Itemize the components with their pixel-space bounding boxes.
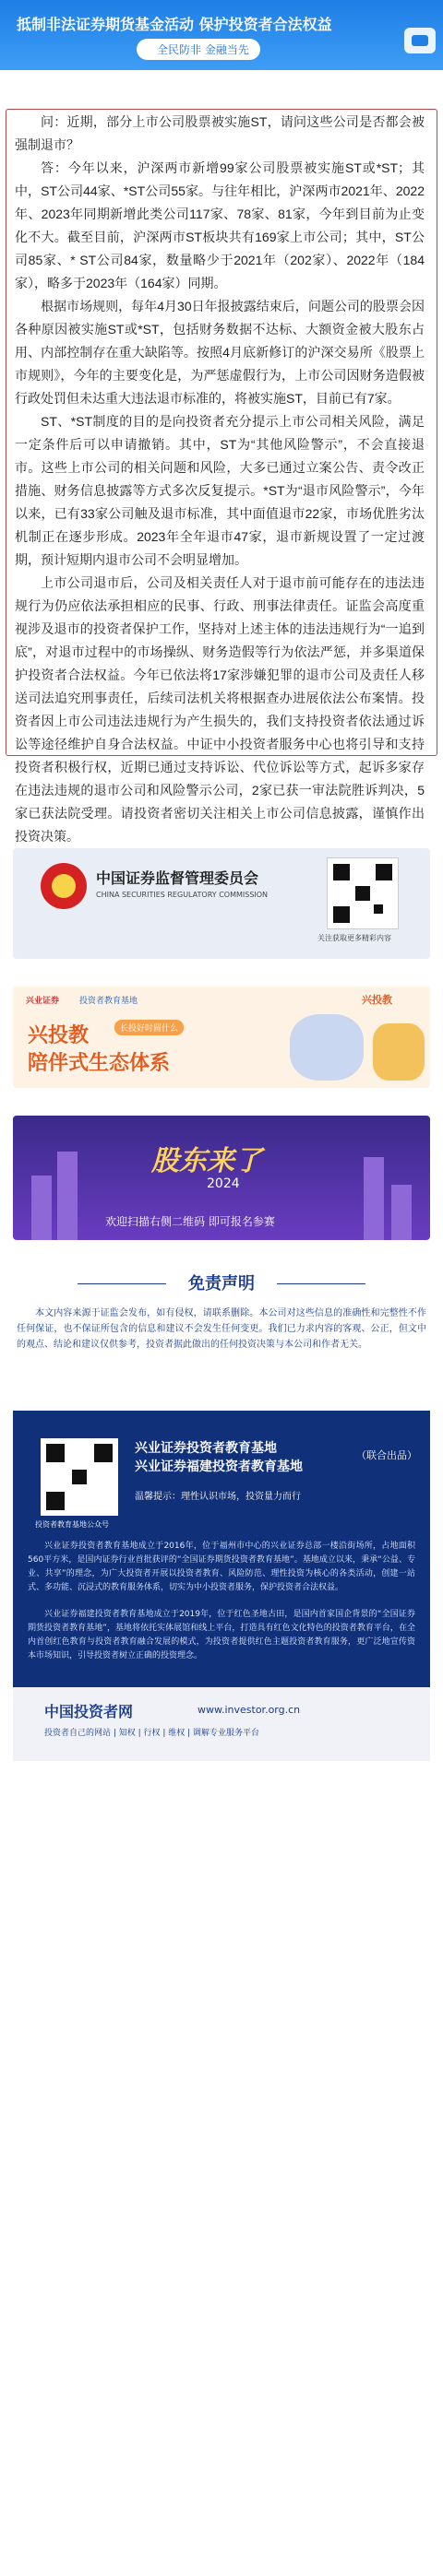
article-paragraph: 根据市场规则，每年4月30日年报披露结束后，问题公司的股票会因各种原因被实施ST或*ST，包括财务数据不达标、大额资金被大股东占用、内部控制存在重大缺陷等。按照4月底新修订的沪深交易所《股票上市规则》，今年的主要变化是，为严惩虚假行为，上市公司因财务造假被行政处罚但未达重大违法退市标准的，将被实施ST，目前已有7家。 [15, 299, 425, 406]
xingtou-brand: 兴投教 [362, 994, 392, 1006]
header-banner [0, 0, 443, 70]
books-icon [373, 1023, 425, 1081]
header-title: 抵制非法证券期货基金活动 保护投资者合法权益 [17, 16, 332, 33]
investor-site-footer[interactable] [13, 1687, 430, 1761]
event-year: 2024 [207, 1176, 240, 1191]
shield-icon [404, 28, 436, 53]
building-icon [57, 1152, 78, 1240]
csrc-name-en: CHINA SECURITIES REGULATORY COMMISSION [96, 891, 269, 899]
mascot-icon [290, 1014, 364, 1081]
edu-paragraph: 兴业证券投资者教育基地成立于2016年，位于福州市中心的兴业证券总部一楼沿街场所，占地面积560平方米，是国内证券行业首批获评的“全国证券期货投资者教育基地”。基地成立以来，秉承“公益、专业、共享”的理念，为广大投资者开展以投资者教育、风险防范、理性投资为核心的各类活动，创建一站式、多功能、沉浸式的教育服务体系，切实为中小投资者服务，保护投资者合法权益。 [28, 1542, 415, 1592]
csrc-emblem-icon [41, 863, 87, 909]
article-body [15, 111, 425, 848]
question-paragraph: 问：近期，部分上市公司股票被实施ST，请问这些公司是否都会被强制退市？ [15, 114, 425, 152]
disclaimer-body: 本文内容来源于证监会发布，如有侵权，请联系删除。本公司对这些信息的准确性和完整性不作任何保证，也不保证所包含的信息和建议不会发生任何变更。我们已力求内容的客观、公正，但文中的观点、结论和建议仅供参考，投资者据此做出的任何投资决策与本公司和作者无关。 [17, 1308, 426, 1350]
site-name: 中国投资者网 [44, 1703, 134, 1720]
answer-paragraph: 答：今年以来，沪深两市新增99家公司股票被实施ST或*ST；其中，ST公司44家、*ST公司55家。与往年相比，沪深两市2021年、2022年、2023年同期新增此类公司117家、78家、81家，今年到目前为止变化不大。截至目前，沪深两市ST板块共有169家上市公司；其中，ST公司85家、* ST公司84家，数量略少于2021年（202家）、2022年（184家），略多于2023年（164家）同期。 [15, 160, 425, 290]
qr-caption: 投资者教育基地公众号 [35, 1520, 109, 1529]
article-paragraph: ST、*ST制度的目的是向投资者充分提示上市公司相关风险，满足一定条件后可以申请撤销。其中，ST为“其他风险警示”，不会直接退市。这些上市公司的相关问题和风险，大多已通过立案公告、责令改正措施、财务信息披露等方式多次反复提示。*ST为“退市风险警示”，今年以来，已有33家公司触及退市标准，其中面值退市22家，市场优胜劣汰机制正在逐步形成。2023年全年退市47家，退市新规设置了一定过渡期，预计短期内退市公司不会明显增加。 [15, 414, 425, 567]
header-subtitle: 全民防非 金融当先 [137, 39, 260, 60]
event-logo: 股东来了 [151, 1145, 262, 1177]
qr-code-icon [41, 1438, 118, 1516]
qr-caption: 关注获取更多精彩内容 [317, 934, 391, 942]
xingtou-banner[interactable] [13, 987, 430, 1088]
site-url[interactable]: www.investor.org.cn [198, 1704, 301, 1716]
edu-base-name-fujian: 兴业证券福建投资者教育基地 [135, 1459, 303, 1474]
article-paragraph: 上市公司退市后，公司及相关责任人对于退市前可能存在的违法违规行为仍应依法承担相应的民事、行政、刑事法律责任。证监会高度重视涉及退市的投资者保护工作，坚持对上述主体的违法违规行为“一追到底”，对退市过程中的市场操纵、财务造假等行为依法严惩，并多渠道保护投资者合法权益。今年已依法将17家涉嫌犯罪的退市公司及责任人移送司法追究刑事责任，后续司法机关将根据查办进展依法公布案情。投资者因上市公司违法违规行为产生损失的，我们支持投资者依法通过诉讼等途径维护自身合法权益。中证中小投资者服务中心也将引导和支持投资者积极行权，近期已通过支持诉讼、代位诉讼等方式，起诉多家存在违法违规的退市公司和风险警示公司，2家已获一审法院胜诉判决，5家已获法院受理。请投资者密切关注相关上市公司信息披露，谨慎作出投资决策。 [15, 575, 425, 844]
xingtou-tag: 长投好时圆什么 [114, 1020, 184, 1035]
qr-code-icon [327, 857, 399, 929]
investor-education-panel [13, 1411, 430, 1687]
xingtou-subheading: 陪伴式生态体系 [28, 1052, 171, 1075]
disclaimer-title: 免责声明 [188, 1274, 255, 1294]
building-icon [391, 1185, 412, 1240]
building-icon [364, 1157, 384, 1240]
csrc-name-cn: 中国证券监督管理委员会 [96, 869, 259, 887]
xingye-logo: 兴业证券 [26, 997, 60, 1006]
edu-base-logo: 投资者教育基地 [79, 997, 138, 1006]
xingtou-heading: 兴投教 [28, 1024, 90, 1047]
shareholder-event-banner[interactable] [13, 1116, 430, 1240]
event-caption: 欢迎扫描右侧二维码 即可报名参赛 [105, 1215, 275, 1228]
edu-base-name: 兴业证券投资者教育基地 [135, 1441, 277, 1456]
joint-production-label: （联合出品） [356, 1449, 417, 1461]
building-icon [31, 1176, 52, 1240]
risk-tip: 温馨提示：理性认识市场，投资量力而行 [135, 1492, 301, 1502]
edu-paragraph: 兴业证券福建投资者教育基地成立于2019年，位于红色圣地古田，是国内首家国企背景的“全国证券期货投资者教育基地”，基地将依托实体展馆和线上平台，打造具有红色文化特色的投资者教育平台，在全内首创红色教育与投资者教育融合发展的模式，为投资者提供红色主题投资者教育服务，更广泛地宣传资本市场知识，引导投资者树立正确的投资理念。 [28, 1610, 415, 1660]
csrc-banner[interactable] [13, 848, 430, 959]
site-slogan: 投资者自己的网站 | 知权 | 行权 | 维权 | 调解专业服务平台 [44, 1729, 260, 1738]
